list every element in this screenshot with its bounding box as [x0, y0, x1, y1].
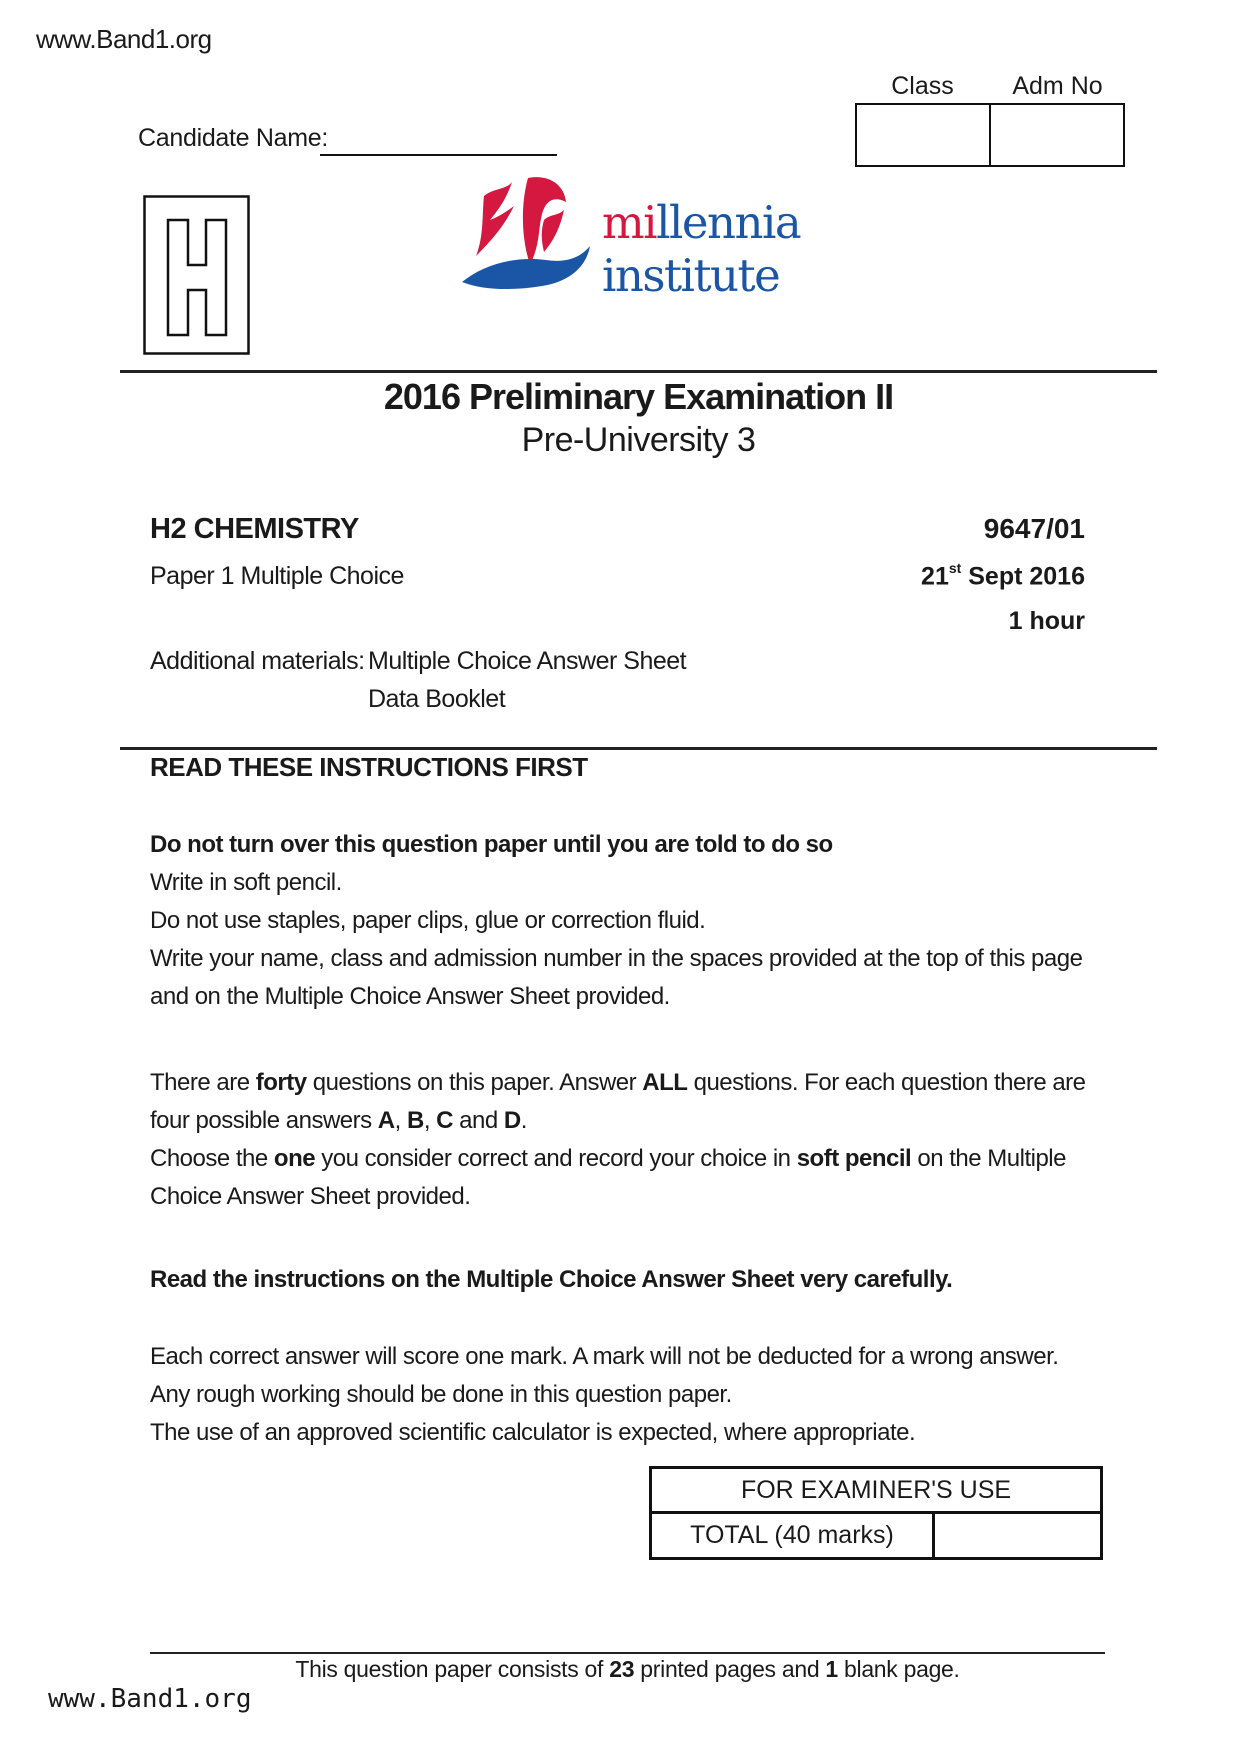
text-segment: you consider correct and record your choice in: [315, 1145, 797, 1172]
class-label: Class: [891, 72, 954, 100]
class-field[interactable]: [857, 105, 989, 165]
candidate-name-field[interactable]: [320, 122, 557, 156]
date-ordinal: st: [948, 560, 962, 576]
text-segment: ALL: [642, 1069, 688, 1096]
instruction-line: [150, 1068, 1086, 1098]
footer-note: [120, 1656, 1135, 1683]
text-segment: B: [406, 1107, 424, 1134]
watermark-bottom: www.Band1.org: [48, 1684, 252, 1714]
text-segment: There are: [150, 1069, 256, 1096]
instructions-divider: [120, 747, 1157, 750]
instruction-line: Write your name, class and admission number in the spaces provided at the top of this page: [150, 945, 1083, 972]
text-segment: blank page.: [837, 1656, 960, 1682]
total-marks-label: TOTAL (40 marks): [652, 1514, 935, 1557]
text-segment: A: [377, 1107, 395, 1134]
text-segment: ,: [423, 1107, 437, 1134]
footer-divider: [150, 1652, 1105, 1654]
watermark-top: www.Band1.org: [36, 24, 212, 54]
examiner-use-table: [649, 1466, 1103, 1560]
examiner-table-row: [652, 1514, 1100, 1557]
instruction-line: Any rough working should be done in this question paper.: [150, 1381, 732, 1408]
text-segment: Choose the: [150, 1145, 274, 1172]
instruction-line: Do not use staples, paper clips, glue or correction fluid.: [150, 907, 706, 934]
examiner-table-header: FOR EXAMINER'S USE: [652, 1469, 1100, 1514]
instruction-line: and on the Multiple Choice Answer Sheet provided.: [150, 983, 670, 1010]
school-h-logo: [143, 195, 250, 355]
instruction-line: Choice Answer Sheet provided.: [150, 1183, 471, 1210]
header-divider: [120, 370, 1157, 373]
text-segment: one: [273, 1145, 316, 1172]
millennia-institute-wordmark: [602, 196, 800, 302]
date-day: 21: [921, 562, 949, 591]
text-segment: printed pages and: [634, 1656, 826, 1682]
instruction-line: [150, 1144, 1066, 1174]
logo-wave: [462, 246, 590, 289]
total-marks-value-cell[interactable]: [935, 1514, 1100, 1557]
material-item: Multiple Choice Answer Sheet: [368, 647, 687, 675]
text-segment: and: [453, 1107, 504, 1134]
text-segment: soft pencil: [796, 1145, 912, 1172]
paper-type: Paper 1 Multiple Choice: [150, 562, 404, 590]
text-segment: 23: [609, 1656, 635, 1682]
text-segment: C: [436, 1107, 453, 1134]
text-segment: on the Multiple: [911, 1145, 1066, 1172]
exam-duration: 1 hour: [1008, 607, 1085, 635]
material-item: Data Booklet: [368, 685, 506, 713]
text-segment: D: [503, 1107, 521, 1134]
instruction-line: Each correct answer will score one mark. A mark will not be deducted for a wrong answer.: [150, 1343, 1059, 1370]
class-admno-box: [855, 103, 1125, 167]
materials-label: Additional materials:: [150, 647, 365, 675]
text-segment: four possible answers: [150, 1107, 378, 1134]
date-month-year: Sept 2016: [961, 562, 1085, 591]
adm-no-field[interactable]: [989, 105, 1123, 165]
adm-no-label: Adm No: [1012, 72, 1103, 100]
logo-flame-left: [476, 182, 514, 256]
text-segment: forty: [255, 1069, 307, 1096]
candidate-name-label: Candidate Name:: [138, 124, 329, 152]
instructions-heading: READ THESE INSTRUCTIONS FIRST: [150, 752, 588, 782]
text-segment: ,: [394, 1107, 407, 1134]
exam-title: 2016 Preliminary Examination II: [383, 376, 894, 417]
logo-flame-small: [542, 210, 564, 252]
exam-subtitle: Pre-University 3: [521, 421, 756, 459]
wordmark-line-1: [602, 196, 800, 249]
wordmark-mi: mi: [602, 196, 657, 249]
instruction-line: Write in soft pencil.: [150, 869, 342, 896]
subject-name: H2 CHEMISTRY: [150, 513, 359, 545]
wordmark-line-2: institute: [602, 249, 780, 302]
instruction-line: [150, 1106, 527, 1136]
text-segment: questions on this paper. Answer: [306, 1069, 643, 1096]
millennia-institute-logo-mark: [448, 176, 598, 306]
text-segment: .: [520, 1107, 527, 1134]
instruction-line: The use of an approved scientific calculator is expected, where appropriate.: [150, 1419, 916, 1446]
text-segment: questions. For each question there are: [687, 1069, 1086, 1096]
text-segment: This question paper consists of: [295, 1656, 610, 1682]
exam-date: [921, 562, 1085, 591]
instruction-line: Read the instructions on the Multiple Choice Answer Sheet very carefully.: [150, 1266, 953, 1293]
instruction-line: Do not turn over this question paper until you are told to do so: [150, 831, 833, 858]
wordmark-llennia: llennia: [656, 196, 801, 249]
paper-code: 9647/01: [983, 513, 1085, 544]
text-segment: 1: [825, 1656, 838, 1682]
